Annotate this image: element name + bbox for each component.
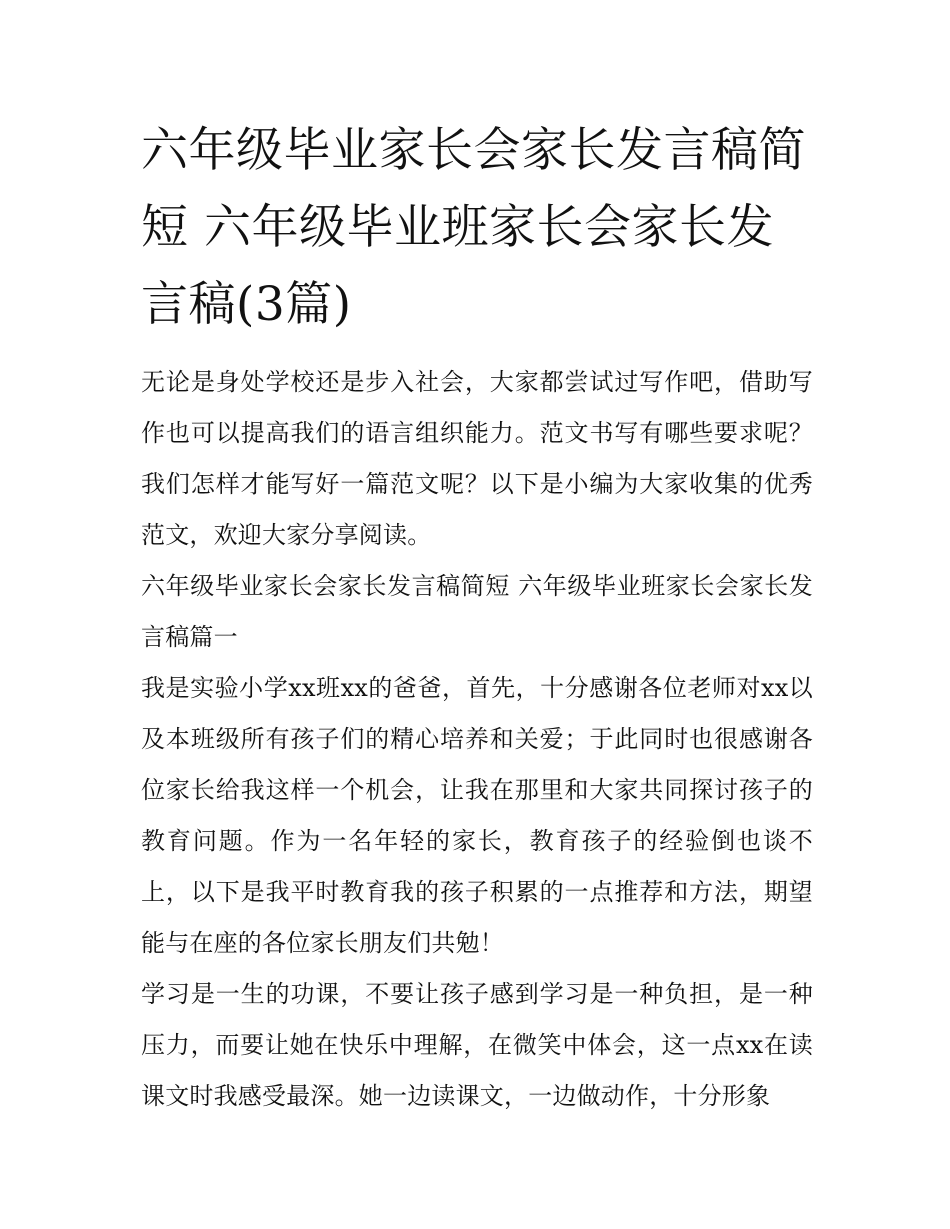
body-paragraph: 学习是一生的功课，不要让孩子感到学习是一种负担，是一种压力，而要让她在快乐中理解，在微笑中体会，这一点xx在读课文时我感受最深。她一边读课文，一边做动作，十分形象 — [141, 980, 813, 1110]
document-page — [141, 112, 813, 1122]
section-heading: 六年级毕业家长会家长发言稿简短 六年级毕业班家长会家长发言稿篇一 — [141, 572, 813, 651]
intro-paragraph: 无论是身处学校还是步入社会，大家都尝试过写作吧，借助写作也可以提高我们的语言组织能力。范文书写有哪些要求呢？我们怎样才能写好一篇范文呢？以下是小编为大家收集的优秀范文，欢迎大家分享阅读。 — [141, 368, 813, 549]
body-paragraph: 我是实验小学xx班xx的爸爸，首先，十分感谢各位老师对xx以及本班级所有孩子们的精心培养和关爱；于此同时也很感谢各位家长给我这样一个机会，让我在那里和大家共同探讨孩子的教育问题。作为一名年轻的家长，教育孩子的经验倒也谈不上，以下是我平时教育我的孩子积累的一点推荐和方法，期望能与在座的各位家长朋友们共勉！ — [141, 674, 813, 957]
document-title: 六年级毕业家长会家长发言稿简短 六年级毕业班家长会家长发言稿(3篇) — [141, 123, 806, 332]
